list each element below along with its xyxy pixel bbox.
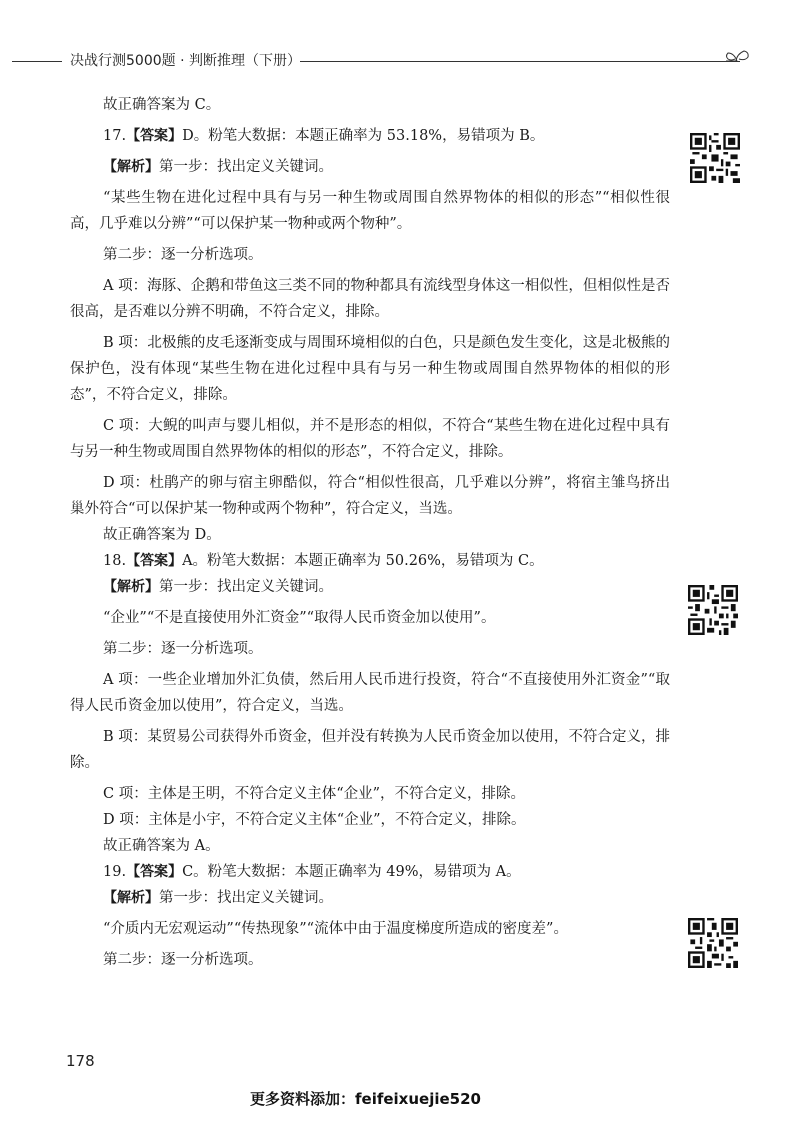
analysis-tag: 【解析】 [103,890,159,906]
header-rule-left [12,61,62,62]
conclusion-q17: 故正确答案为 D。 [103,527,221,543]
header-rule-right [300,61,740,62]
conclusion-line: 故正确答案为 C。 [103,97,221,113]
option-a-q18: A 项：一些企业增加外汇负债，然后用人民币进行投资，符合“不直接使用外汇资金”“取得人民币资金加以使用”，符合定义，当选。 [70,672,670,714]
question-number: 19. [103,864,127,880]
qr-code-icon[interactable] [688,918,738,968]
analysis-line-q17 [70,154,670,180]
analysis-tag: 【解析】 [103,579,159,595]
answer-line-q19 [70,859,670,885]
answer-line-q18 [70,548,670,574]
qr-code-icon[interactable] [688,585,738,635]
answer-detail: D。粉笔大数据：本题正确率为 53.18%，易错项为 B。 [182,128,545,144]
analysis-detail: 第一步：找出定义关键词。 [159,890,333,906]
answer-detail: A。粉笔大数据：本题正确率为 50.26%，易错项为 C。 [182,553,544,569]
conclusion-q18: 故正确答案为 A。 [103,838,220,854]
keywords-q17: “某些生物在进化过程中具有与另一种生物或周围自然界物体的相似的形态”“相似性很高，几乎难以分辨”“可以保护某一物种或两个物种”。 [70,190,670,232]
option-c-q18: C 项：主体是王明，不符合定义主体“企业”，不符合定义，排除。 [103,786,526,802]
analysis-line-q18 [70,574,670,600]
option-c-q17: C 项：大鲵的叫声与婴儿相似，并不是形态的相似，不符合“某些生物在进化过程中具有与另一种生物或周围自然界物体的相似的形态”，不符合定义，排除。 [70,418,670,460]
step-two-q19: 第二步：逐一分析选项。 [103,952,263,968]
option-b-q18: B 项：某贸易公司获得外币资金，但并没有转换为人民币资金加以使用，不符合定义，排除。 [70,729,670,771]
analysis-detail: 第一步：找出定义关键词。 [159,579,333,595]
answer-detail: C。粉笔大数据：本题正确率为 49%，易错项为 A。 [182,864,521,880]
question-number: 17. [103,128,127,144]
qr-code-icon[interactable] [690,133,740,183]
keywords-q18: “企业”“不是直接使用外汇资金”“取得人民币资金加以使用”。 [103,610,496,626]
keywords-q19: “介质内无宏观运动”“传热现象”“流体中由于温度梯度所造成的密度差”。 [103,921,568,937]
answer-tag: 【答案】 [126,553,183,569]
analysis-tag: 【解析】 [103,159,159,175]
question-number: 18. [103,553,127,569]
step-two-q18: 第二步：逐一分析选项。 [103,641,263,657]
answer-line-q17 [70,123,670,149]
analysis-detail: 第一步：找出定义关键词。 [159,159,333,175]
page-number: 178 [66,1052,95,1070]
footer-note: 更多资料添加：feifeixuejie520 [250,1090,481,1108]
option-d-q18: D 项：主体是小宇，不符合定义主体“企业”，不符合定义，排除。 [103,812,526,828]
solution-text [70,92,670,973]
analysis-line-q19 [70,885,670,911]
answer-tag: 【答案】 [126,128,183,144]
option-b-q17: B 项：北极熊的皮毛逐渐变成与周围环境相似的白色，只是颜色发生变化，这是北极熊的保护色，没有体现“某些生物在进化过程中具有与另一种生物或周围自然界物体的相似的形态”，不符合定义，排除。 [70,335,670,403]
option-a-q17: A 项：海豚、企鹅和带鱼这三类不同的物种都具有流线型身体这一相似性，但相似性是否很高，是否难以分辨不明确，不符合定义，排除。 [70,278,670,320]
option-d-q17: D 项：杜鹃产的卵与宿主卵酷似，符合“相似性很高，几乎难以分辨”，将宿主雏鸟挤出巢外符合“可以保护某一物种或两个物种”，符合定义，当选。 [70,475,670,517]
running-header [0,44,800,74]
step-two-q17: 第二步：逐一分析选项。 [103,247,263,263]
answer-tag: 【答案】 [126,864,183,880]
sprout-icon [722,44,752,70]
header-title: 决战行测5000题 · 判断推理（下册） [70,53,301,69]
